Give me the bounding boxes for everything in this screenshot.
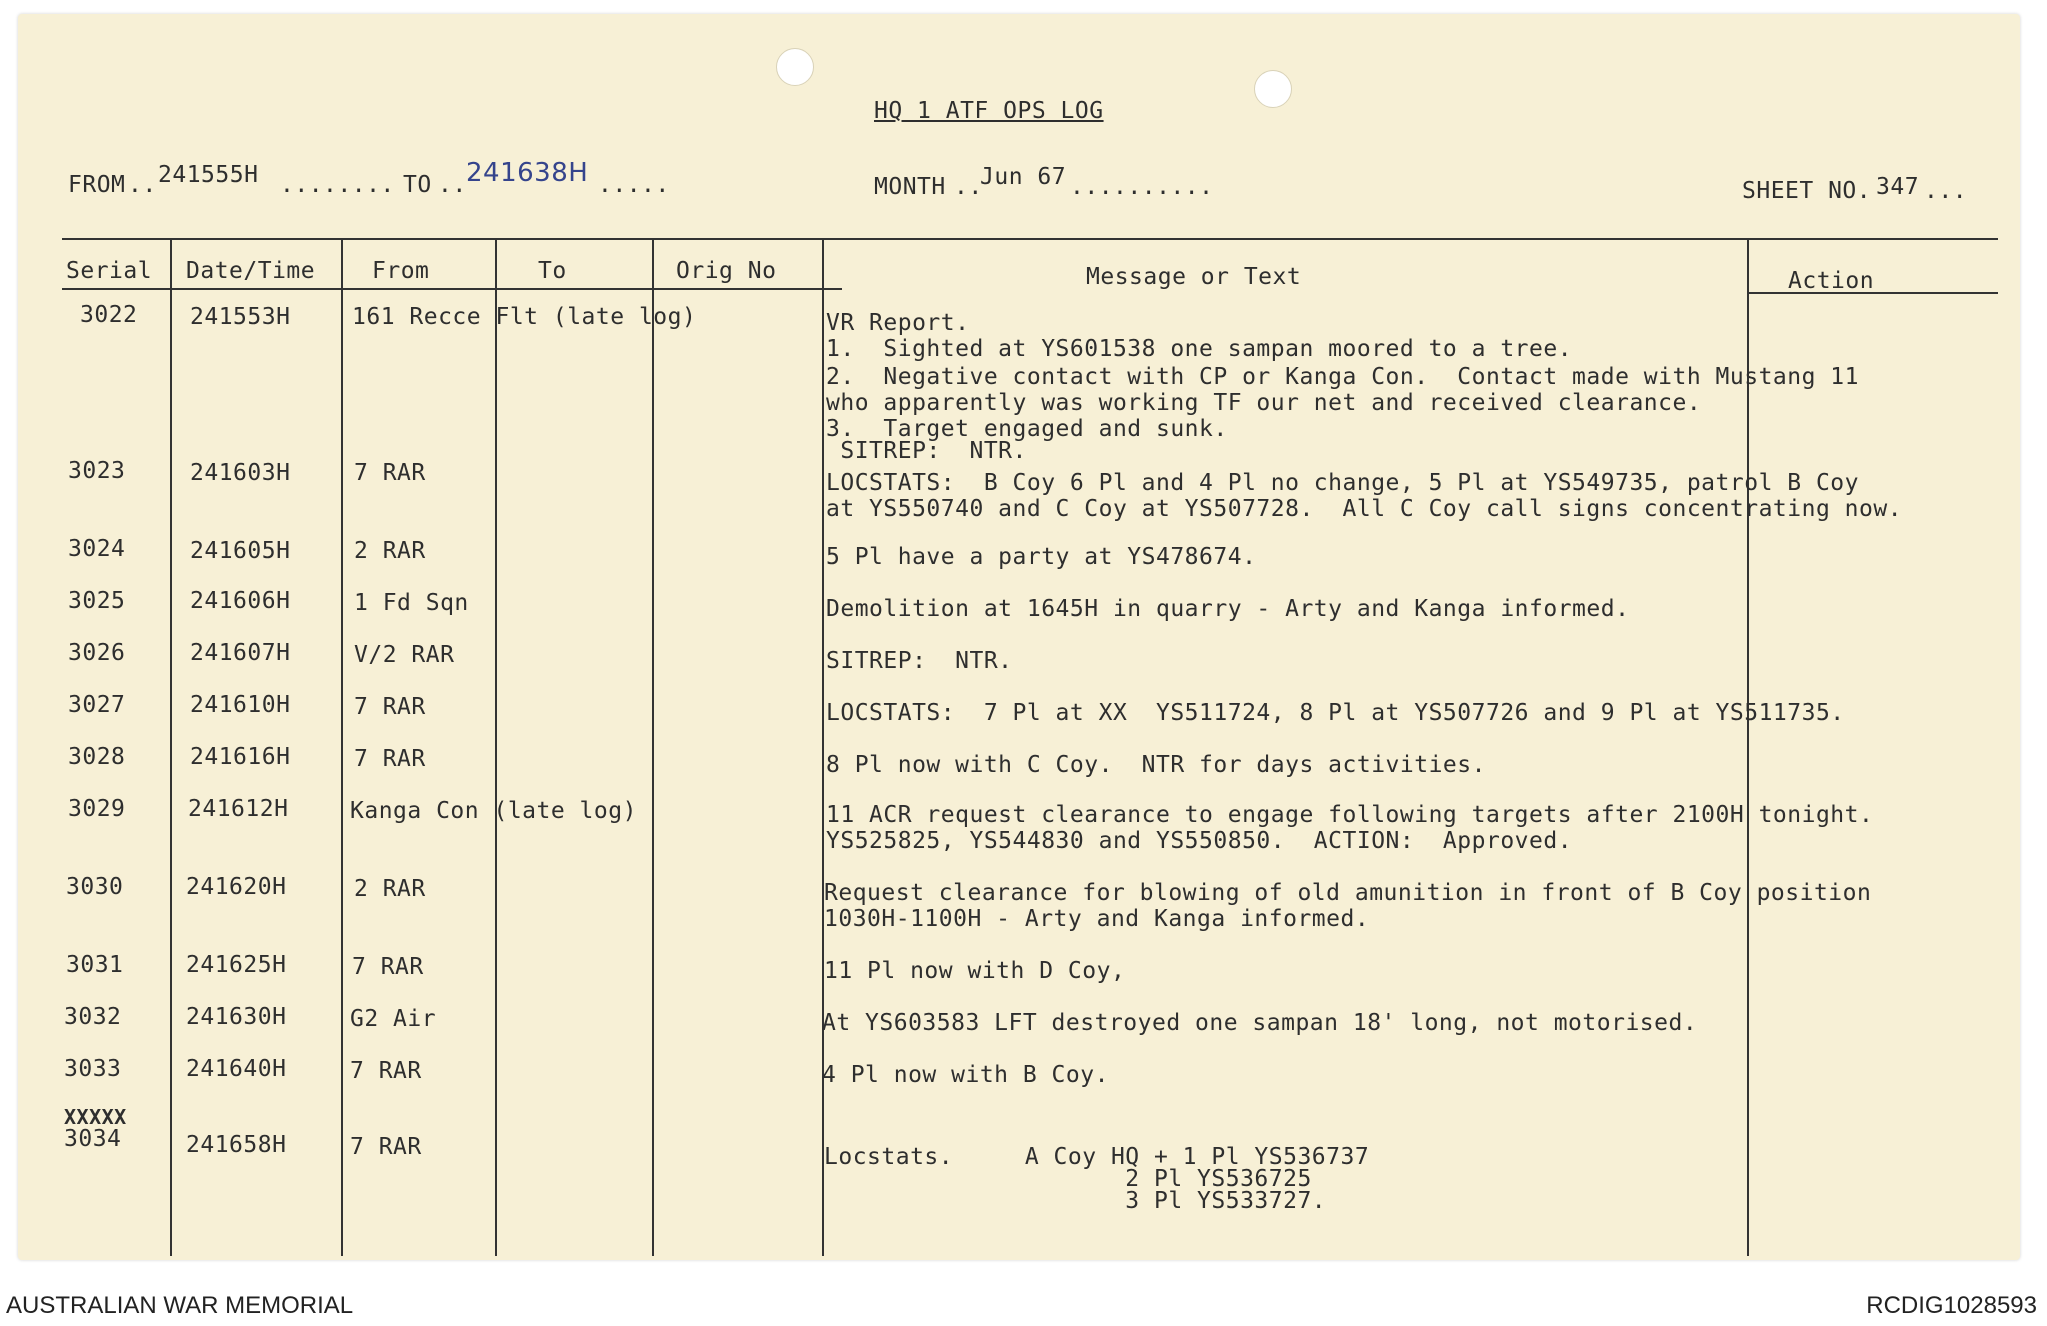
row-serial: 3024 [68,536,126,562]
row-message-line: 2 Pl YS536725 [824,1166,1312,1192]
row-message-line: 1. Sighted at YS601538 one sampan moored to a tree. [826,336,1573,362]
col-header-serial: Serial [66,258,153,284]
row-datetime: 241606H [190,588,291,614]
row-serial: 3025 [68,588,126,614]
row-from: 7 RAR [350,1134,422,1160]
row-message-line: VR Report. [826,310,970,336]
row-from: 7 RAR [350,1058,422,1084]
row-datetime: 241616H [190,744,291,770]
col-divider-2 [341,238,343,1256]
row-message-line: YS525825, YS544830 and YS550850. ACTION: Approved. [826,828,1573,854]
archive-name: AUSTRALIAN WAR MEMORIAL [6,1292,354,1319]
row-datetime: 241553H [190,304,291,330]
from-label: FROM [68,172,126,198]
row-message-line: 5 Pl have a party at YS478674. [826,544,1257,570]
sheet-dots: ... [1924,178,1968,204]
sheet-value: 347 [1876,174,1920,200]
col-divider-1 [170,238,172,1256]
row-message-line: At YS603583 LFT destroyed one sampan 18' long, not motorised. [822,1010,1698,1036]
row-serial-struck: XXXXX [64,1105,127,1129]
to-dots-2: ..... [598,172,670,198]
row-from: 7 RAR [354,746,426,772]
row-serial: 3029 [68,796,126,822]
row-serial: 3031 [66,952,124,978]
row-serial: 3030 [66,874,124,900]
row-message-line: 8 Pl now with C Coy. NTR for days activities. [826,752,1486,778]
header-underline-left [62,288,842,290]
row-serial: 3032 [64,1004,122,1030]
row-serial: 3023 [68,458,126,484]
row-message-line: SITREP: NTR. [826,648,1013,674]
row-message-line: who apparently was working TF our net and received clearance. [826,390,1702,416]
row-message-line: 4 Pl now with B Coy. [822,1062,1109,1088]
row-datetime: 241620H [186,874,287,900]
row-from: 7 RAR [352,954,424,980]
row-serial: 3034 [64,1126,122,1152]
row-from: 2 RAR [354,876,426,902]
to-value-handwritten: 241638H [466,158,589,188]
row-datetime: 241610H [190,692,291,718]
row-datetime: 241630H [186,1004,287,1030]
row-from: G2 Air [350,1006,437,1032]
row-message-line: LOCSTATS: 7 Pl at XX YS511724, 8 Pl at YS507726 and 9 Pl at YS511735. [826,700,1845,726]
row-from: V/2 RAR [354,642,455,668]
row-message-line: Demolition at 1645H in quarry - Arty and Kanga informed. [826,596,1630,622]
month-value: Jun 67 [980,164,1067,190]
row-from: 161 Recce Flt (late log) [352,304,697,330]
row-from: 7 RAR [354,460,426,486]
col-divider-4 [652,238,654,1256]
month-label: MONTH [874,174,946,200]
col-header-to: To [538,258,567,284]
row-datetime: 241603H [190,460,291,486]
row-datetime: 241640H [186,1056,287,1082]
month-dots: .. [954,174,983,200]
col-header-message: Message or Text [1086,264,1302,290]
row-serial: 3028 [68,744,126,770]
row-datetime: 241625H [186,952,287,978]
from-value: 241555H [158,162,259,188]
row-serial: 3022 [80,302,138,328]
row-message-line: 2. Negative contact with CP or Kanga Con. Contact made with Mustang 11 [826,364,1859,390]
log-title: HQ 1 ATF OPS LOG [874,98,1104,124]
col-header-from: From [372,258,430,284]
row-message-line: 3. Target engaged and sunk. [826,416,1228,442]
row-message-line: 11 ACR request clearance to engage following targets after 2100H tonight. [826,802,1874,828]
to-label: TO [403,172,432,198]
row-serial: 3027 [68,692,126,718]
punch-hole-right [1254,70,1292,108]
col-header-action: Action [1788,268,1875,294]
punch-hole-left [776,48,814,86]
from-dots: .. [128,172,157,198]
row-datetime: 241658H [186,1132,287,1158]
col-divider-3 [495,238,497,1256]
row-datetime: 241605H [190,538,291,564]
row-serial: 3026 [68,640,126,666]
col-header-datetime: Date/Time [186,258,316,284]
to-dots: .. [438,172,467,198]
log-sheet [18,14,2020,1260]
row-serial: 3033 [64,1056,122,1082]
row-message-line: Locstats. A Coy HQ + 1 Pl YS536737 [824,1144,1370,1170]
row-datetime: 241612H [188,796,289,822]
row-message-line: Request clearance for blowing of old amunition in front of B Coy position [824,880,1872,906]
col-header-orig-no: Orig No [676,258,777,284]
sheet-label: SHEET NO. [1742,178,1872,204]
from-dots-2: ........ [280,172,395,198]
col-divider-5 [822,238,824,1256]
row-from: 7 RAR [354,694,426,720]
archive-footer [0,1292,2047,1326]
row-from: 1 Fd Sqn [354,590,469,616]
row-message-line: SITREP: NTR. [826,438,1027,464]
month-dots-2: .......... [1070,174,1214,200]
row-message-line: LOCSTATS: B Coy 6 Pl and 4 Pl no change, 5 Pl at YS549735, patrol B Coy [826,470,1859,496]
row-message-line: 3 Pl YS533727. [824,1188,1327,1214]
row-message-line: at YS550740 and C Coy at YS507728. All C Coy call signs concentrating now. [826,496,1903,522]
row-message-line: 11 Pl now with D Coy, [824,958,1126,984]
row-datetime: 241607H [190,640,291,666]
archive-id: RCDIG1028593 [1866,1292,2037,1319]
row-from: Kanga Con (late log) [350,798,637,824]
table-top-rule [62,238,1998,240]
row-from: 2 RAR [354,538,426,564]
row-message-line: 1030H-1100H - Arty and Kanga informed. [824,906,1370,932]
